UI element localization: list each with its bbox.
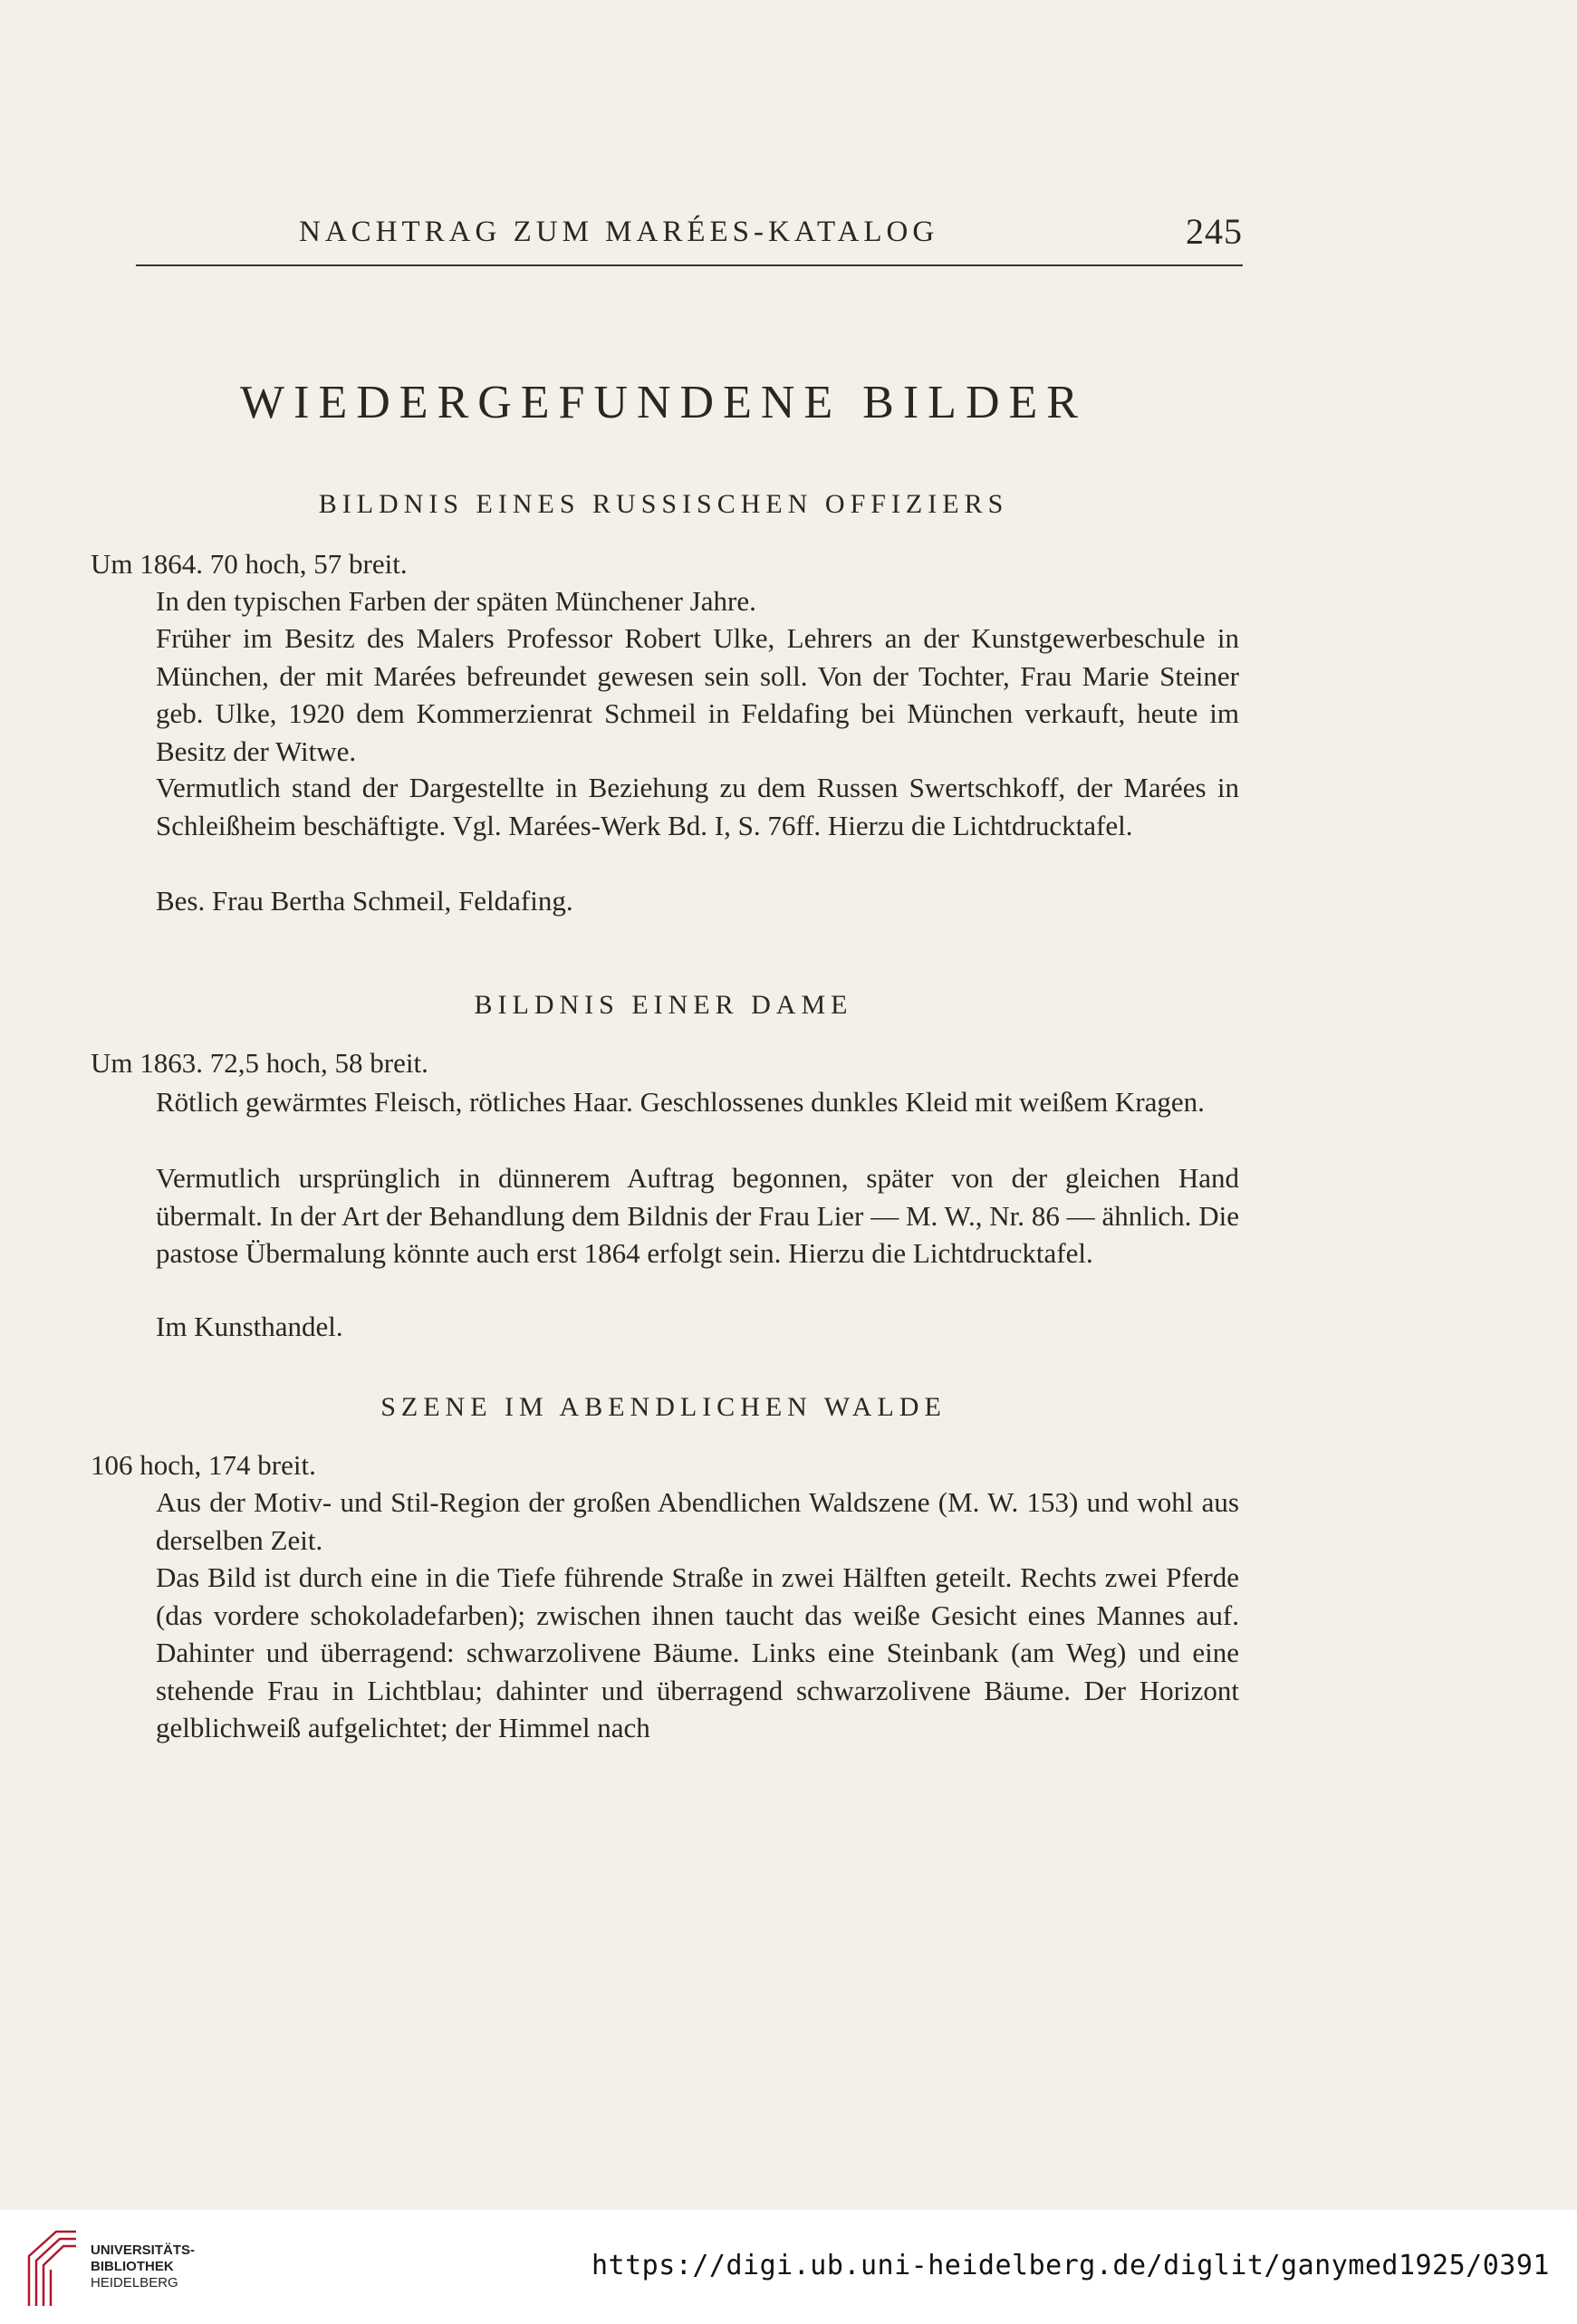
- section-2-date-dimensions: Um 1863. 72,5 hoch, 58 breit.: [91, 1047, 428, 1079]
- section-title-2: BILDNIS EINER DAME: [474, 990, 853, 1020]
- section-3-dimensions: 106 hoch, 174 breit.: [91, 1449, 316, 1481]
- running-title: NACHTRAG ZUM MARÉES-KATALOG: [299, 216, 939, 248]
- section-1-paragraph-1: In den typischen Farben der späten Münchener Jahre.: [156, 585, 756, 617]
- library-line-3: HEIDELBERG: [91, 2275, 178, 2290]
- section-3-paragraph-2: Das Bild ist durch eine in die Tiefe führende Straße in zwei Hälften geteilt. Rechts zwei Pferde (das vordere schokoladefarben); zwischen ihnen taucht das weiße Gesicht eines Mannes auf. Dahinter und überragend: schwarzolivene Bäume. Links eine Steinbank (am Weg) und eine stehende Frau in Lichtblau; dahinter und überragend schwarzolivene Bäume. Der Horizont gelblichweiß aufgelichtet; der Himmel nach: [156, 1561, 1239, 1743]
- viewer-footer: [0, 2210, 1577, 2324]
- section-3-paragraph-1: Aus der Motiv- und Stil-Region der großen Abendlichen Waldszene (M. W. 153) und wohl aus derselben Zeit.: [156, 1486, 1239, 1556]
- main-title: WIEDERGEFUNDENE BILDER: [240, 377, 1087, 428]
- section-title-1: BILDNIS EINES RUSSISCHEN OFFIZIERS: [318, 489, 1009, 519]
- library-name: [91, 2242, 195, 2291]
- page-number: 245: [1186, 211, 1243, 252]
- section-1-date-dimensions: Um 1864. 70 hoch, 57 breit.: [91, 548, 408, 580]
- library-line-1: UNIVERSITÄTS-: [91, 2242, 196, 2258]
- section-2-paragraph-1: Rötlich gewärmtes Fleisch, rötliches Haar. Geschlossenes dunkles Kleid mit weißem Kragen.: [156, 1086, 1205, 1118]
- header-rule: [136, 264, 1243, 266]
- section-1-paragraph-3: Vermutlich stand der Dargestellte in Beziehung zu dem Russen Swertschkoff, der Marées in Schleißheim beschäftigte. Vgl. Marées-Werk Bd. I, S. 76ff. Hierzu die Lichtdrucktafel.: [156, 772, 1239, 841]
- university-library-logo-icon: [20, 2224, 85, 2310]
- library-line-2: BIBLIOTHEK: [91, 2259, 174, 2274]
- section-2-paragraph-3: Im Kunsthandel.: [156, 1311, 343, 1342]
- section-1-paragraph-4: Bes. Frau Bertha Schmeil, Feldafing.: [156, 885, 573, 917]
- permalink-url[interactable]: https://digi.ub.uni-heidelberg.de/diglit/ganymed1925/0391: [591, 2250, 1550, 2281]
- section-1-paragraph-2: Früher im Besitz des Malers Professor Robert Ulke, Lehrers an der Kunstgewerbeschule in München, der mit Marées befreundet gewesen sein soll. Von der Tochter, Frau Marie Steiner geb. Ulke, 1920 dem Kommerzienrat Schmeil in Feldafing bei München verkauft, heute im Besitz der Witwe.: [156, 622, 1239, 767]
- section-2-paragraph-2: Vermutlich ursprünglich in dünnerem Auftrag begonnen, später von der gleichen Hand übermalt. In der Art der Behandlung dem Bildnis der Frau Lier — M. W., Nr. 86 — ähnlich. Die pastose Übermalung könnte auch erst 1864 erfolgt sein. Hierzu die Lichtdrucktafel.: [156, 1162, 1239, 1269]
- section-title-3: SZENE IM ABENDLICHEN WALDE: [380, 1392, 947, 1422]
